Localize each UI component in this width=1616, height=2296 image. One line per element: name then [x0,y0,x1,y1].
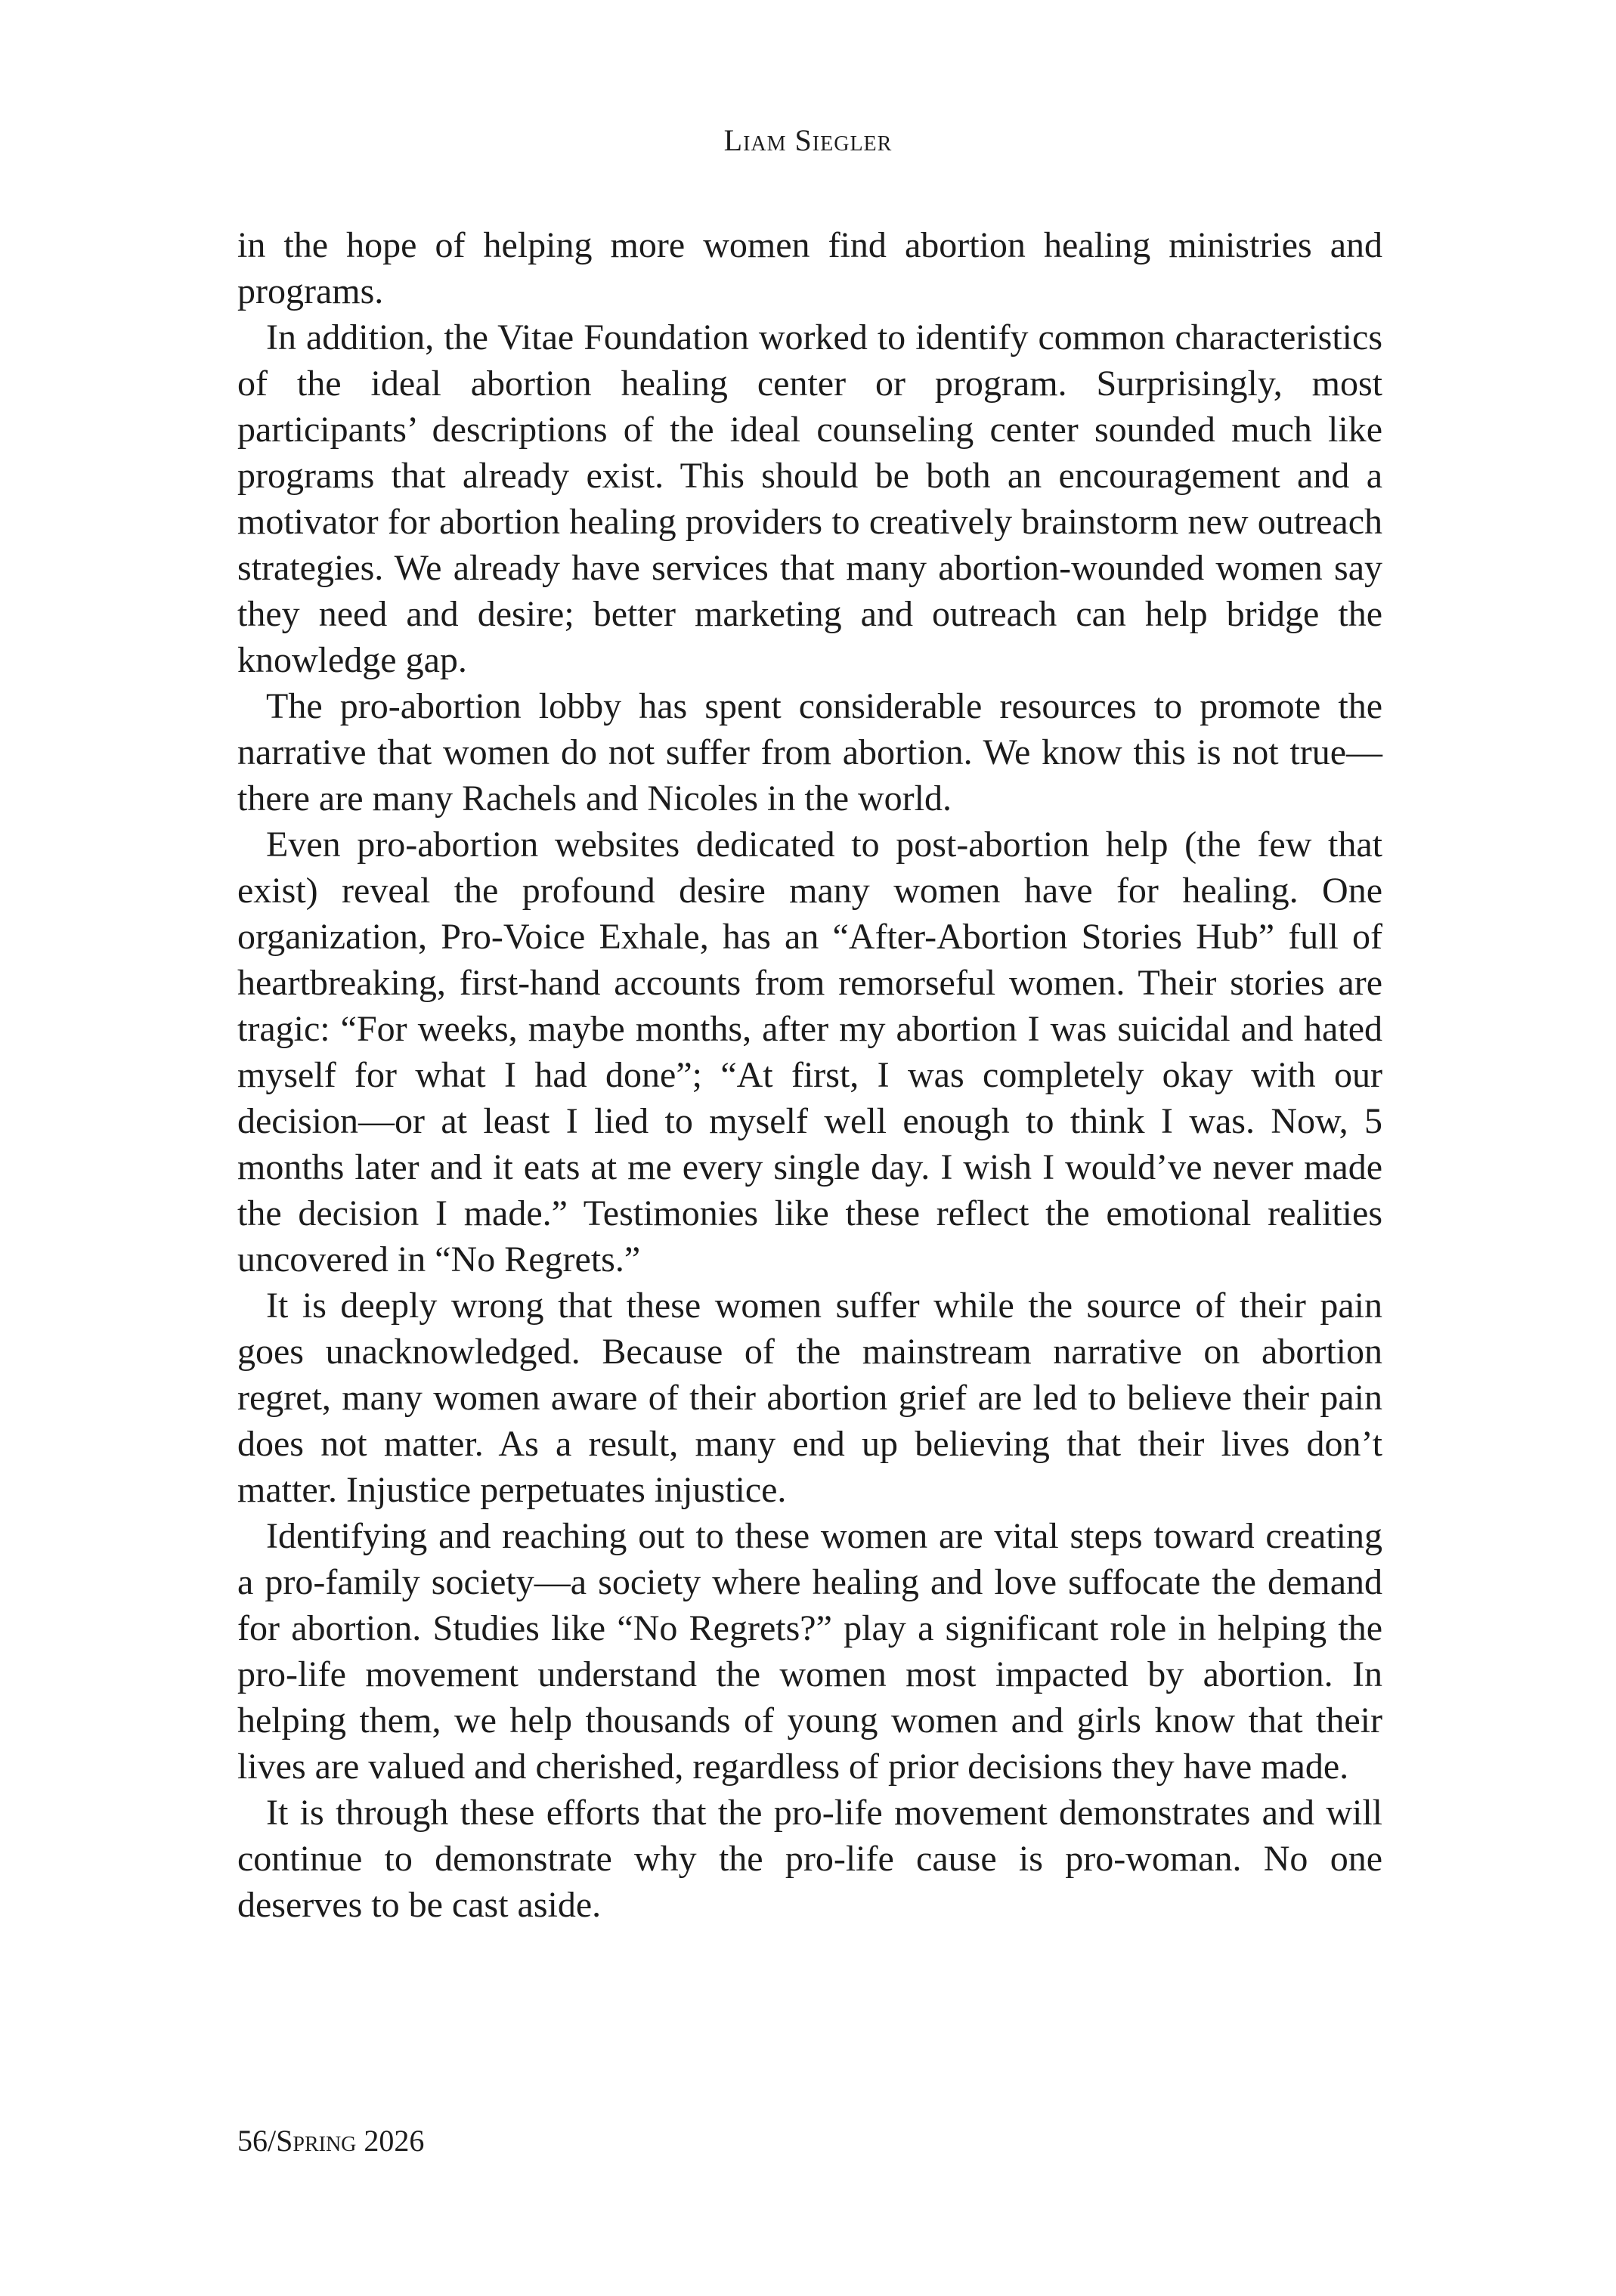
page-number: 56/ [237,2124,277,2158]
paragraph: It is through these efforts that the pro-life movement demonstrates and will continue to demonstrate why the pro-life cause is pro-woman. No one deserves to be cast aside. [237,1793,1382,1925]
paragraph-continued: in the hope of helping more women find abortion healing ministries and programs. [237,225,1382,311]
paragraph: Identifying and reaching out to these women are vital steps toward creating a pro-family society—a society where healing and love suffocate the demand for abortion. Studies like “No Regrets?” play a significant role in helping the pro-life movement understand the women most impacted by abortion. In helping them, we help thousands of young women and girls know that their lives are valued and cherished, regardless of prior decisions they have made. [237,1516,1382,1787]
issue-season: Spring [276,2124,357,2158]
paragraph: The pro-abortion lobby has spent considerable resources to promote the narrative that women do not suffer from abortion. We know this is not true—there are many Rachels and Nicoles in the world. [237,686,1382,818]
page-footer-folio [237,2123,424,2158]
paragraph: In addition, the Vitae Foundation worked to identify common characteristics of the ideal abortion healing center or program. Surprisingly, most participants’ descriptions of the ideal counseling center sounded much like programs that already exist. This should be both an encouragement and a motivator for abortion healing providers to creatively brainstorm new outreach strategies. We already have services that many abortion-wounded women say they need and desire; better marketing and outreach can help bridge the knowledge gap. [237,317,1382,680]
article-body [237,222,1382,1928]
paragraph: It is deeply wrong that these women suffer while the source of their pain goes unacknowledged. Because of the mainstream narrative on abortion regret, many women aware of their abortion grief are led to believe their pain does not matter. As a result, many end up believing that their lives don’t matter. Injustice perpetuates injustice. [237,1286,1382,1510]
issue-year: 2026 [356,2124,425,2158]
running-head-author: Liam Siegler [723,123,893,157]
paragraph: Even pro-abortion websites dedicated to post-abortion help (the few that exist) reveal the profound desire many women have for healing. One organization, Pro-Voice Exhale, has an “After-Abortion Stories Hub” full of heartbreaking, first-hand accounts from remorseful women. Their stories are tragic: “For weeks, maybe months, after my abortion I was suicidal and hated myself for what I had done”; “At first, I was completely okay with our decision—or at least I lied to myself well enough to think I was. Now, 5 months later and it eats at me every single day. I wish I would’ve never made the decision I made.” Testimonies like these reflect the emotional realities uncovered in “No Regrets.” [237,825,1382,1280]
